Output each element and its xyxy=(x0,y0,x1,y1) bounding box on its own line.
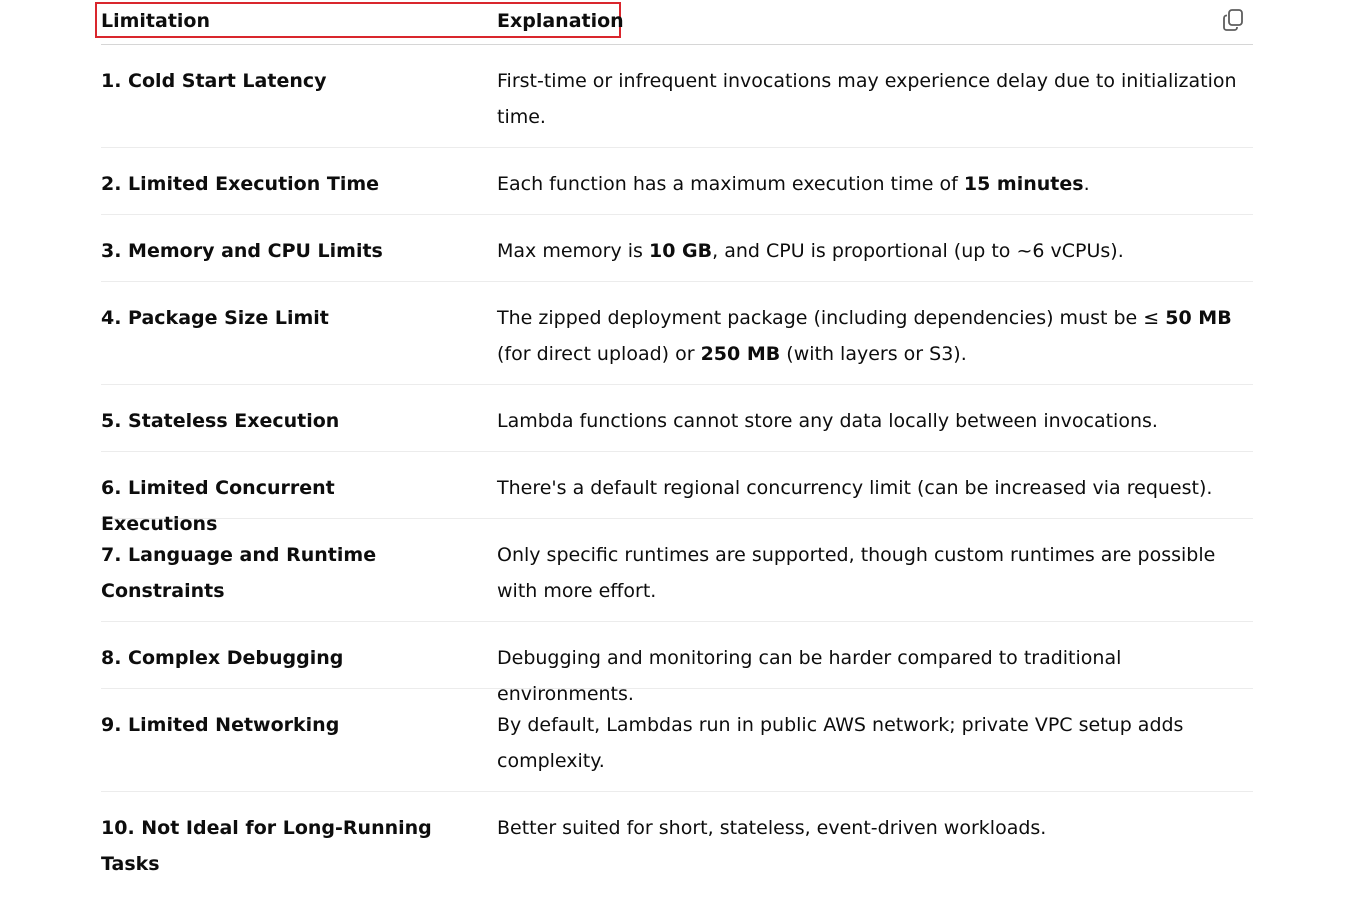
explanation-text: , and CPU is proportional (up to ~6 vCPUs). xyxy=(712,240,1124,262)
limitation-cell: 10. Not Ideal for Long-Running Tasks xyxy=(101,817,432,875)
table-row xyxy=(101,622,1253,705)
table-row xyxy=(101,519,1253,622)
explanation-emphasis: 10 GB xyxy=(648,240,713,262)
table-body xyxy=(101,45,1253,892)
explanation-text: Max memory is xyxy=(497,240,649,262)
table-row xyxy=(101,792,1253,892)
explanation-emphasis: 15 minutes xyxy=(963,173,1084,195)
limitation-cell: 4. Package Size Limit xyxy=(101,307,329,329)
limitation-cell: 5. Stateless Execution xyxy=(101,410,340,432)
table-row xyxy=(101,282,1253,385)
table-row xyxy=(101,452,1253,535)
explanation-text: Better suited for short, stateless, event-driven workloads. xyxy=(497,817,1047,839)
explanation-cell xyxy=(497,300,1257,372)
explanation-text: By default, Lambdas run in public AWS network; private VPC setup adds complexity. xyxy=(497,714,1184,772)
explanation-cell xyxy=(497,470,1257,506)
explanation-emphasis: 50 MB xyxy=(1165,307,1232,329)
explanation-cell xyxy=(497,810,1257,846)
explanation-text: There's a default regional concurrency limit (can be increased via request). xyxy=(497,477,1213,499)
explanation-emphasis: 250 MB xyxy=(700,343,781,365)
copy-icon xyxy=(1221,7,1247,33)
table-row xyxy=(101,45,1253,148)
explanation-cell xyxy=(497,63,1257,135)
limitation-cell: 6. Limited Concurrent Executions xyxy=(101,477,335,535)
explanation-text: Only specific runtimes are supported, though custom runtimes are possible with more effort. xyxy=(497,544,1216,602)
explanation-cell xyxy=(497,537,1257,609)
explanation-text: . xyxy=(1083,173,1090,195)
limitation-cell: 7. Language and Runtime Constraints xyxy=(101,544,377,602)
explanation-text: Lambda functions cannot store any data locally between invocations. xyxy=(497,410,1158,432)
limitation-cell: 9. Limited Networking xyxy=(101,714,340,736)
table-row xyxy=(101,689,1253,792)
explanation-text: Each function has a maximum execution time of xyxy=(497,173,964,195)
table-row xyxy=(101,215,1253,282)
table-row xyxy=(101,385,1253,452)
limitation-cell: 3. Memory and CPU Limits xyxy=(101,240,383,262)
limitation-cell: 1. Cold Start Latency xyxy=(101,70,327,92)
explanation-cell xyxy=(497,707,1257,779)
table-header-row xyxy=(101,0,1253,45)
header-explanation: Explanation xyxy=(497,10,624,32)
limitation-cell: 2. Limited Execution Time xyxy=(101,173,380,195)
explanation-cell xyxy=(497,166,1257,202)
table-row xyxy=(101,148,1253,215)
copy-button[interactable] xyxy=(1221,7,1247,33)
limitations-table xyxy=(101,0,1253,892)
explanation-text: (for direct upload) or xyxy=(497,343,701,365)
explanation-text: Debugging and monitoring can be harder compared to traditional environments. xyxy=(497,647,1122,705)
explanation-text: First-time or infrequent invocations may experience delay due to initialization time. xyxy=(497,70,1237,128)
explanation-text: The zipped deployment package (including dependencies) must be ≤ xyxy=(497,307,1166,329)
explanation-cell xyxy=(497,403,1257,439)
limitation-cell: 8. Complex Debugging xyxy=(101,647,344,669)
explanation-text: (with layers or S3). xyxy=(780,343,967,365)
header-limitation: Limitation xyxy=(101,10,211,32)
explanation-cell xyxy=(497,233,1257,269)
